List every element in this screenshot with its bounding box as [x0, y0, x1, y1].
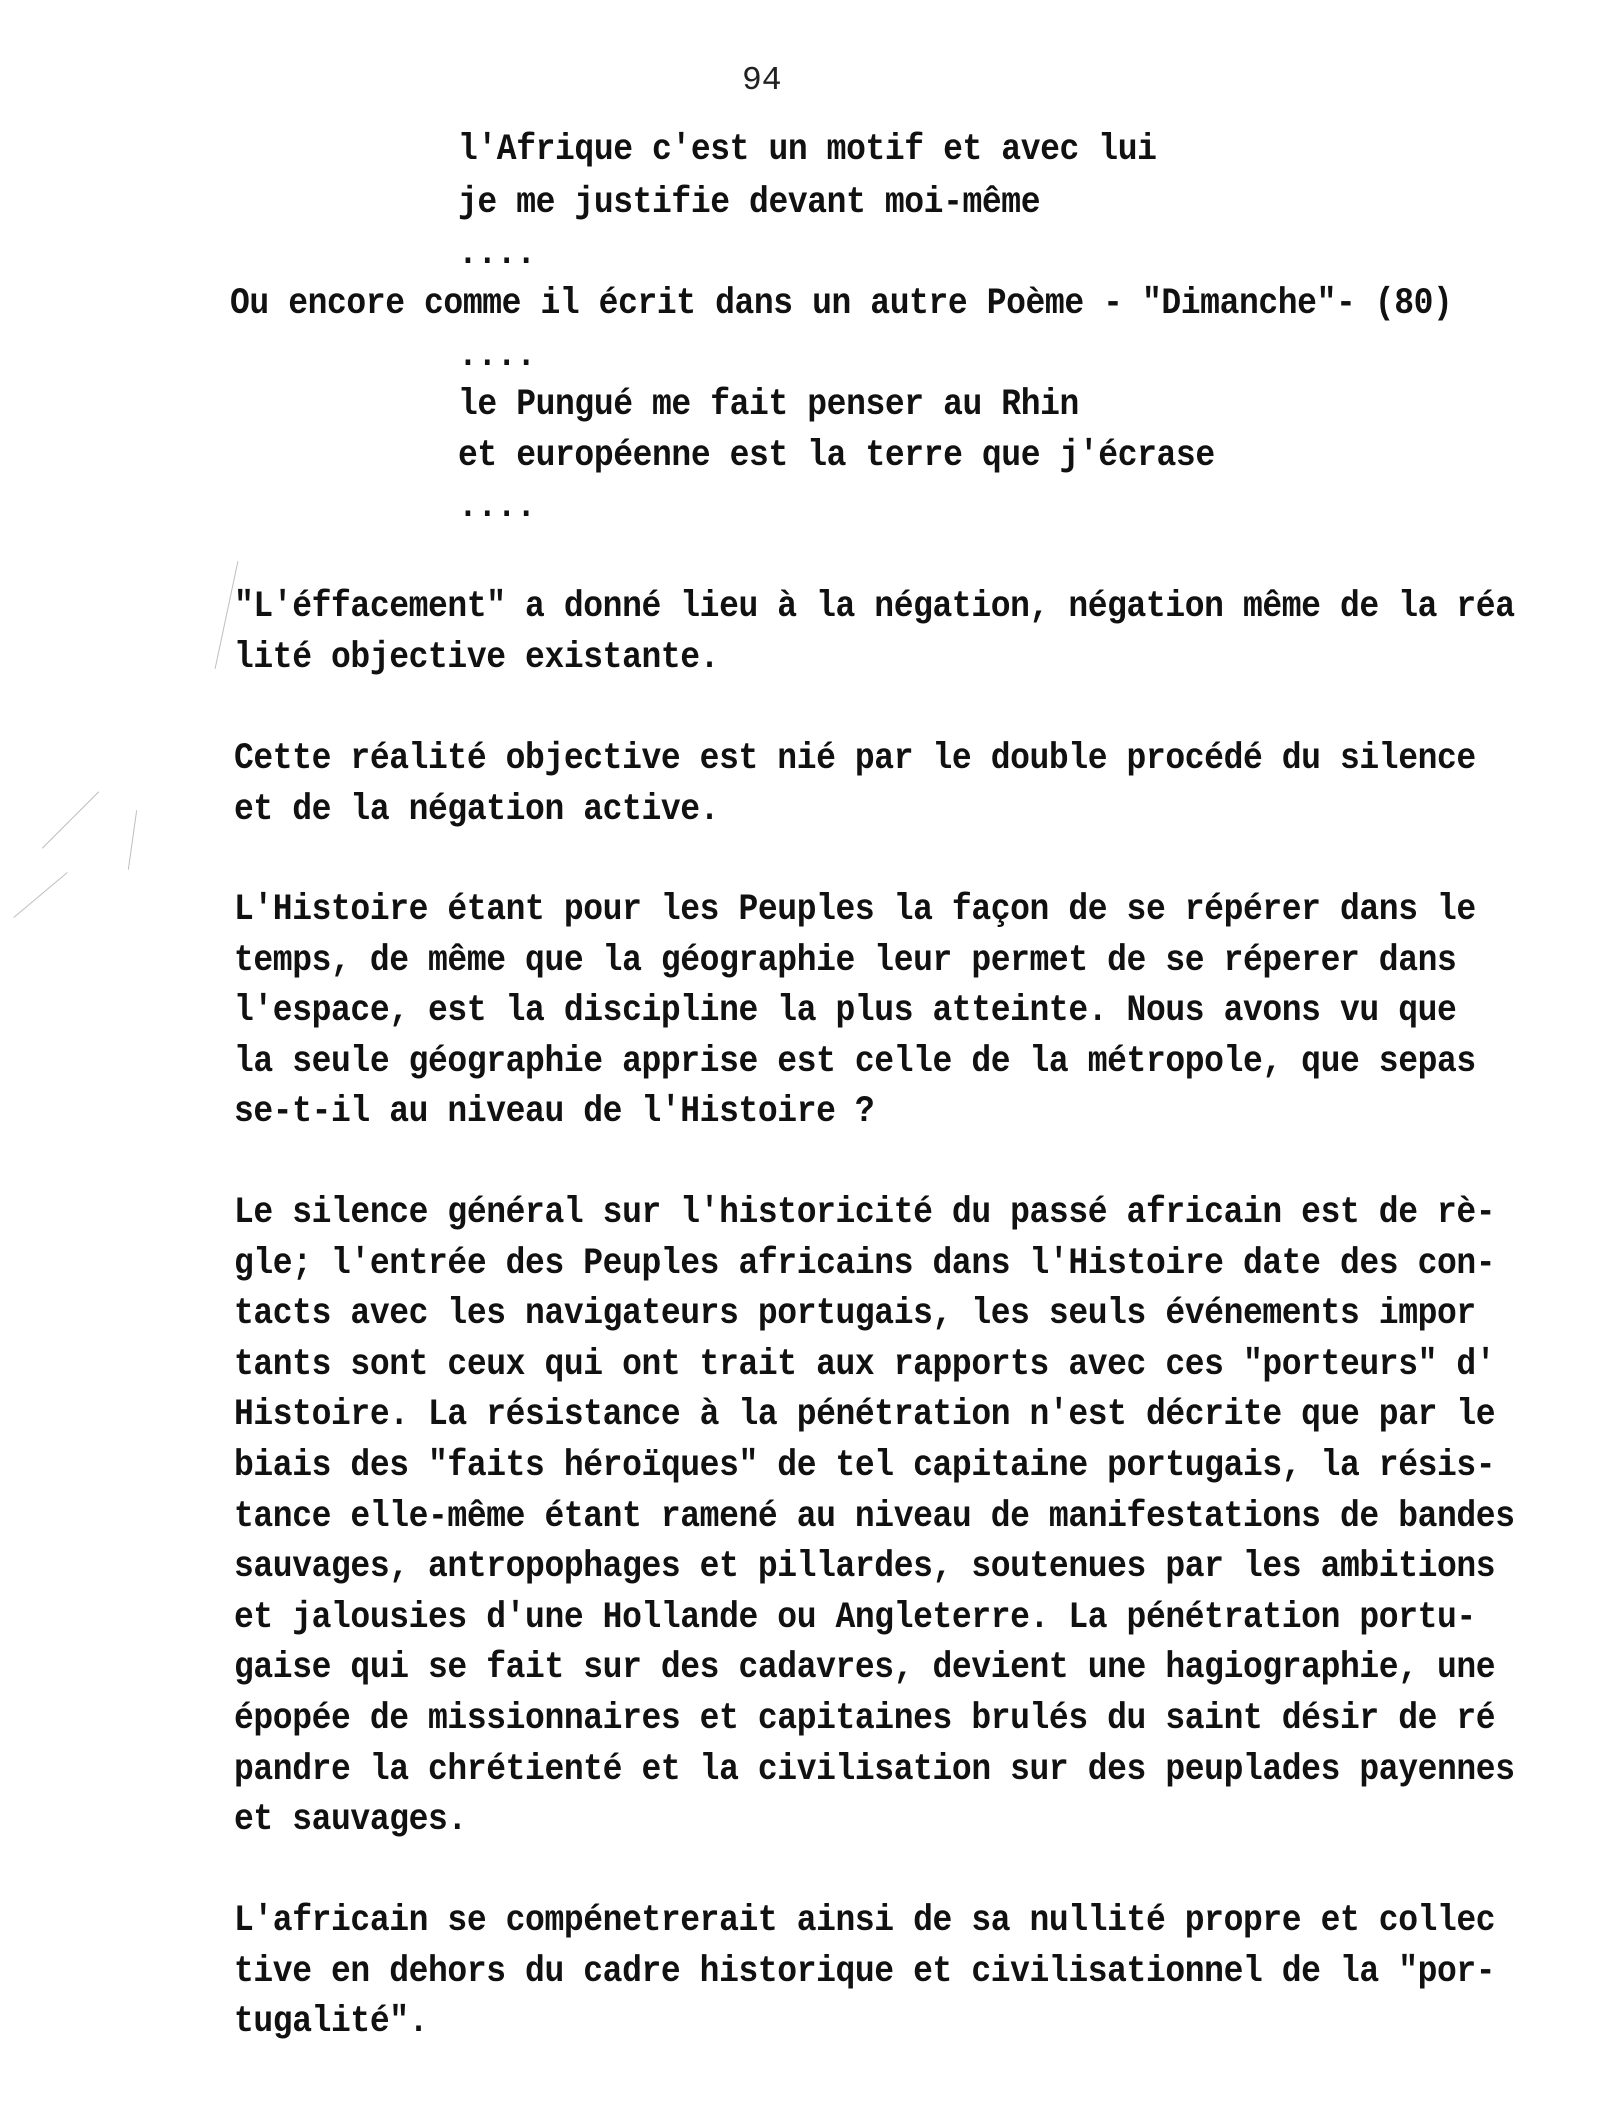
paragraph-line: et jalousies d'une Hollande ou Angleterre. La pénétration portu-	[234, 1596, 1476, 1638]
page-number: 94	[742, 62, 782, 99]
verse-line: le Pungué me fait penser au Rhin	[458, 383, 1079, 426]
paragraph-line: tants sont ceux qui ont trait aux rapports avec ces "porteurs" d'	[234, 1343, 1496, 1385]
pencil-mark	[42, 791, 99, 848]
verse-line: l'Afrique c'est un motif et avec lui	[458, 128, 1157, 171]
paragraph-line: tacts avec les navigateurs portugais, les seuls événements impor	[234, 1292, 1476, 1335]
ellipsis: ....	[458, 485, 536, 528]
verse-line: et européenne est la terre que j'écrase	[458, 434, 1215, 477]
verse-line: je me justifie devant moi-même	[458, 181, 1041, 224]
paragraph-line: Le silence général sur l'historicité du passé africain est de rè-	[234, 1191, 1496, 1234]
paragraph-line: L'africain se compénetrerait ainsi de sa nullité propre et collec	[234, 1899, 1496, 1942]
paragraph-line: l'espace, est la discipline la plus atteinte. Nous avons vu que	[234, 989, 1457, 1032]
paragraph-line: lité objective existante.	[234, 636, 720, 678]
paragraph-line: tive en dehors du cadre historique et civilisationnel de la "por-	[234, 1950, 1496, 1992]
paragraph-line: se-t-il au niveau de l'Histoire ?	[234, 1091, 875, 1133]
pencil-mark	[128, 810, 137, 870]
paragraph-line: biais des "faits héroïques" de tel capitaine portugais, la résis-	[234, 1444, 1496, 1487]
paragraph-line: tance elle-même étant ramené au niveau de manifestations de bandes	[234, 1495, 1515, 1537]
paragraph-line: gaise qui se fait sur des cadavres, devient une hagiographie, une	[234, 1647, 1496, 1689]
ellipsis: ....	[458, 232, 536, 275]
paragraph-line: pandre la chrétienté et la civilisation sur des peuplades payennes	[234, 1748, 1515, 1790]
paragraph-line: "L'éffacement" a donné lieu à la négation, négation même de la réa	[234, 585, 1515, 628]
paragraph-line: gle; l'entrée des Peuples africains dans l'Histoire date des con-	[234, 1242, 1496, 1284]
paragraph-line: épopée de missionnaires et capitaines brulés du saint désir de ré	[234, 1697, 1496, 1740]
paragraph-line: sauvages, antropophages et pillardes, soutenues par les ambitions	[234, 1545, 1496, 1588]
pencil-mark	[13, 872, 67, 918]
paragraph-line: Cette réalité objective est nié par le double procédé du silence	[234, 737, 1476, 780]
paragraph-line: L'Histoire étant pour les Peuples la façon de se répérer dans le	[234, 888, 1476, 931]
paragraph-line: temps, de même que la géographie leur permet de se réperer dans	[234, 939, 1457, 981]
intro-line: Ou encore comme il écrit dans un autre Poème - "Dimanche"- (80)	[230, 282, 1453, 325]
paragraph-line: et sauvages.	[234, 1798, 467, 1841]
paragraph-line: et de la négation active.	[234, 788, 720, 830]
paragraph-line: tugalité".	[234, 2000, 429, 2043]
paragraph-line: Histoire. La résistance à la pénétration n'est décrite que par le	[234, 1394, 1496, 1436]
ellipsis: ....	[458, 334, 536, 377]
paragraph-line: la seule géographie apprise est celle de la métropole, que sepas	[234, 1040, 1476, 1082]
